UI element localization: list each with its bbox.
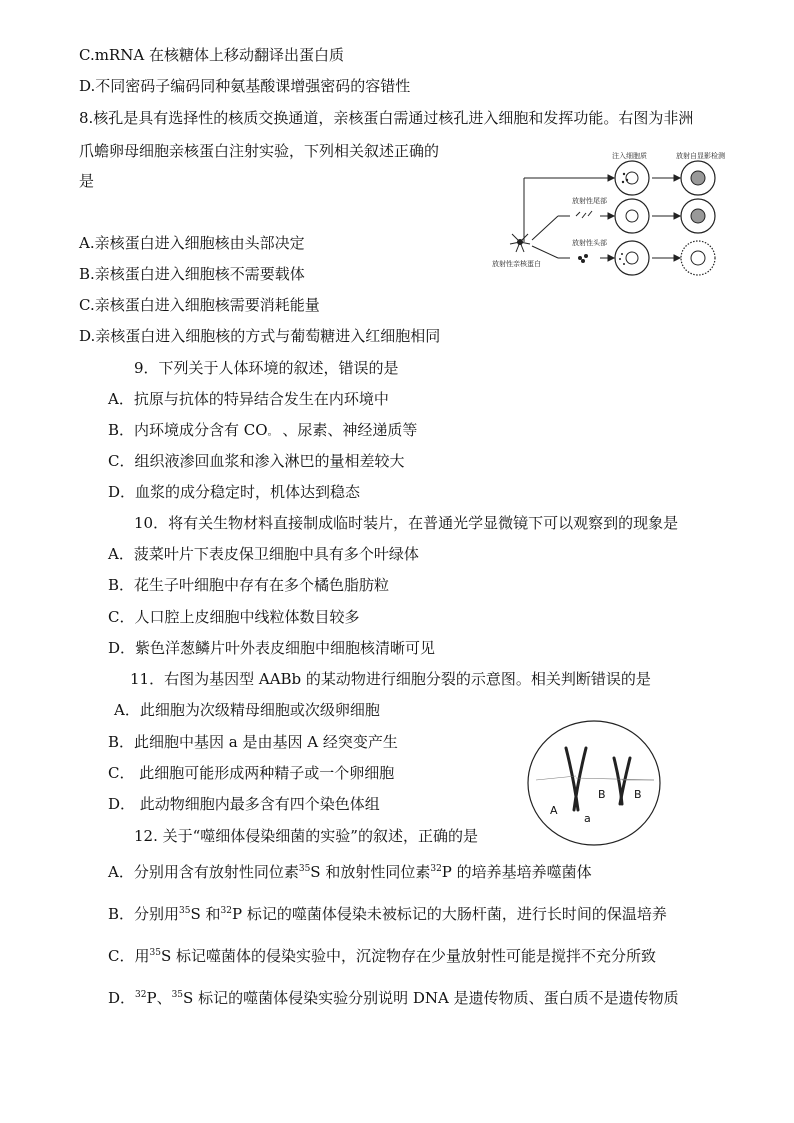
gene-B-left-label: B — [598, 788, 606, 801]
question-12-stem: 12. 关于“噬细体侵染细菌的实验”的叙述，正确的是 — [134, 827, 478, 845]
spindle-fibers — [536, 776, 654, 780]
chromosome-left — [566, 748, 586, 810]
fig8-row3-label: 放射性头部 — [572, 239, 607, 247]
option-b-q12-part2: S 和 — [190, 905, 221, 923]
p32-superscript: 32 — [220, 906, 232, 916]
option-b-q9 — [108, 420, 417, 440]
option-b-q12-part3: P 标记的噬菌体侵染未被标记的大肠杆菌，进行长时间的保温培养 — [231, 905, 667, 923]
s35-superscript: 35 — [171, 990, 184, 1000]
question-8-stem-line2: 爪蟾卵母细胞亲核蛋白注射实验，下列相关叙述正确的 — [79, 142, 440, 160]
option-b-q10: B．花生子叶细胞中存有在多个橘色脂肪粒 — [108, 576, 390, 594]
option-d-q7: D.不同密码子编码同种氨基酸课增强密码的容错性 — [79, 77, 411, 95]
s35-superscript: 35 — [149, 948, 161, 958]
chromosome-right — [614, 758, 630, 804]
gene-a-label: a — [584, 812, 591, 825]
option-a-q8: A.亲核蛋白进入细胞核由头部决定 — [79, 234, 305, 252]
option-a-q12-part2: S 和放射性同位素 — [310, 863, 431, 881]
option-c-q12 — [108, 946, 656, 966]
fig8-cell-row1-injected — [615, 161, 649, 195]
option-d-q12-part3: S 标记的噬菌体侵染实验分别说明 DNA 是遗传物质、蛋白质不是遗传物质 — [183, 989, 679, 1007]
option-a-q10: A．菠菜叶片下表皮保卫细胞中具有多个叶绿体 — [108, 545, 419, 563]
option-b-q12 — [108, 904, 667, 924]
option-d-q9: D．血浆的成分稳定时，机体达到稳态 — [108, 483, 361, 501]
s35-superscript: 35 — [298, 864, 311, 874]
option-c-q7: C.mRNA 在核糖体上移动翻译出蛋白质 — [79, 46, 344, 64]
option-b-q8: B.亲核蛋白进入细胞核不需要载体 — [79, 265, 305, 283]
option-d-q10: D．紫色洋葱鳞片叶外表皮细胞中细胞核清晰可见 — [108, 639, 436, 657]
option-b-q9-part1: B．内环境成分含有 CO — [108, 421, 268, 439]
s35-superscript: 35 — [179, 906, 191, 916]
fig8-arrows — [524, 175, 680, 261]
fig8-tail-fragments — [576, 211, 592, 218]
option-c-q8: C.亲核蛋白进入细胞核需要消耗能量 — [79, 296, 320, 314]
option-b-q12-part1: B．分别用 — [108, 905, 180, 923]
option-b-q11: B．此细胞中基因 a 是由基因 A 经突变产生 — [108, 733, 398, 751]
question-8-stem-line1: 8.核孔是具有选择性的核质交换通道，亲核蛋白需通过核孔进入细胞和发挥功能。右图为非洲 — [79, 109, 694, 127]
fig8-cell-row2-injected — [615, 199, 649, 233]
option-a-q9: A．抗原与抗体的特异结合发生在内环境中 — [108, 390, 389, 408]
gene-A-label: A — [550, 804, 558, 817]
option-d-q11: D． 此动物细胞内最多含有四个染色体组 — [108, 795, 380, 813]
question-11-stem: 11．右图为基因型 AABb 的某动物进行细胞分裂的示意图。相关判断错误的是 — [130, 670, 651, 688]
option-b-q9-part2: 、尿素、神经递质等 — [277, 421, 418, 439]
option-a-q11: A．此细胞为次级精母细胞或次级卵细胞 — [114, 701, 380, 719]
question-8-stem-line3: 是 — [79, 172, 95, 190]
option-c-q11: C． 此细胞可能形成两种精子或一个卵细胞 — [108, 764, 395, 782]
co2-subscript: 。 — [267, 427, 278, 438]
fig8-cell-row3-result — [681, 241, 715, 275]
option-a-q12-part1: A．分别用含有放射性同位素 — [108, 863, 299, 881]
fig8-row2-label: 放射性尾部 — [572, 197, 607, 205]
option-c-q12-part2: S 标记噬菌体的侵染实验中，沉淀物存在少量放射性可能是搅拌不充分所致 — [160, 947, 656, 965]
option-c-q12-part1: C．用 — [108, 947, 150, 965]
nuclear-protein-injection-figure — [484, 144, 734, 284]
fig8-cell-row2-result — [681, 199, 715, 233]
option-d-q12-part2: P、 — [146, 989, 172, 1007]
question-10-stem: 10．将有关生物材料直接制成临时装片，在普通光学显微镜下可以观察到的现象是 — [134, 514, 679, 532]
question-9-stem: 9．下列关于人体环境的叙述，错误的是 — [134, 359, 399, 377]
gene-B-right-label: B — [634, 788, 642, 801]
option-a-q12-part3: P 的培养基培养噬菌体 — [441, 863, 592, 881]
fig8-source-label: 放射性亲核蛋白 — [492, 260, 541, 268]
cell-division-figure — [526, 718, 662, 848]
fig8-header-right: 放射自显影检测 — [676, 152, 725, 160]
fig8-cell-row1-result — [681, 161, 715, 195]
option-d-q12 — [108, 988, 679, 1008]
option-c-q9: C．组织液渗回血浆和渗入淋巴的量相差较大 — [108, 452, 405, 470]
fig8-header-left: 注入细胞质 — [612, 152, 647, 160]
fig8-cell-row3-injected — [615, 241, 649, 275]
p32-superscript: 32 — [430, 864, 442, 874]
nuclear-protein-icon — [510, 234, 530, 252]
option-d-q12-part1: D． — [108, 989, 136, 1007]
cell-membrane — [528, 721, 660, 845]
p32-superscript: 32 — [135, 990, 147, 1000]
option-d-q8: D.亲核蛋白进入细胞核的方式与葡萄糖进入红细胞相同 — [79, 327, 441, 345]
option-a-q12 — [108, 862, 592, 882]
fig8-head-fragments — [578, 254, 588, 263]
option-c-q10: C．人口腔上皮细胞中线粒体数目较多 — [108, 608, 360, 626]
